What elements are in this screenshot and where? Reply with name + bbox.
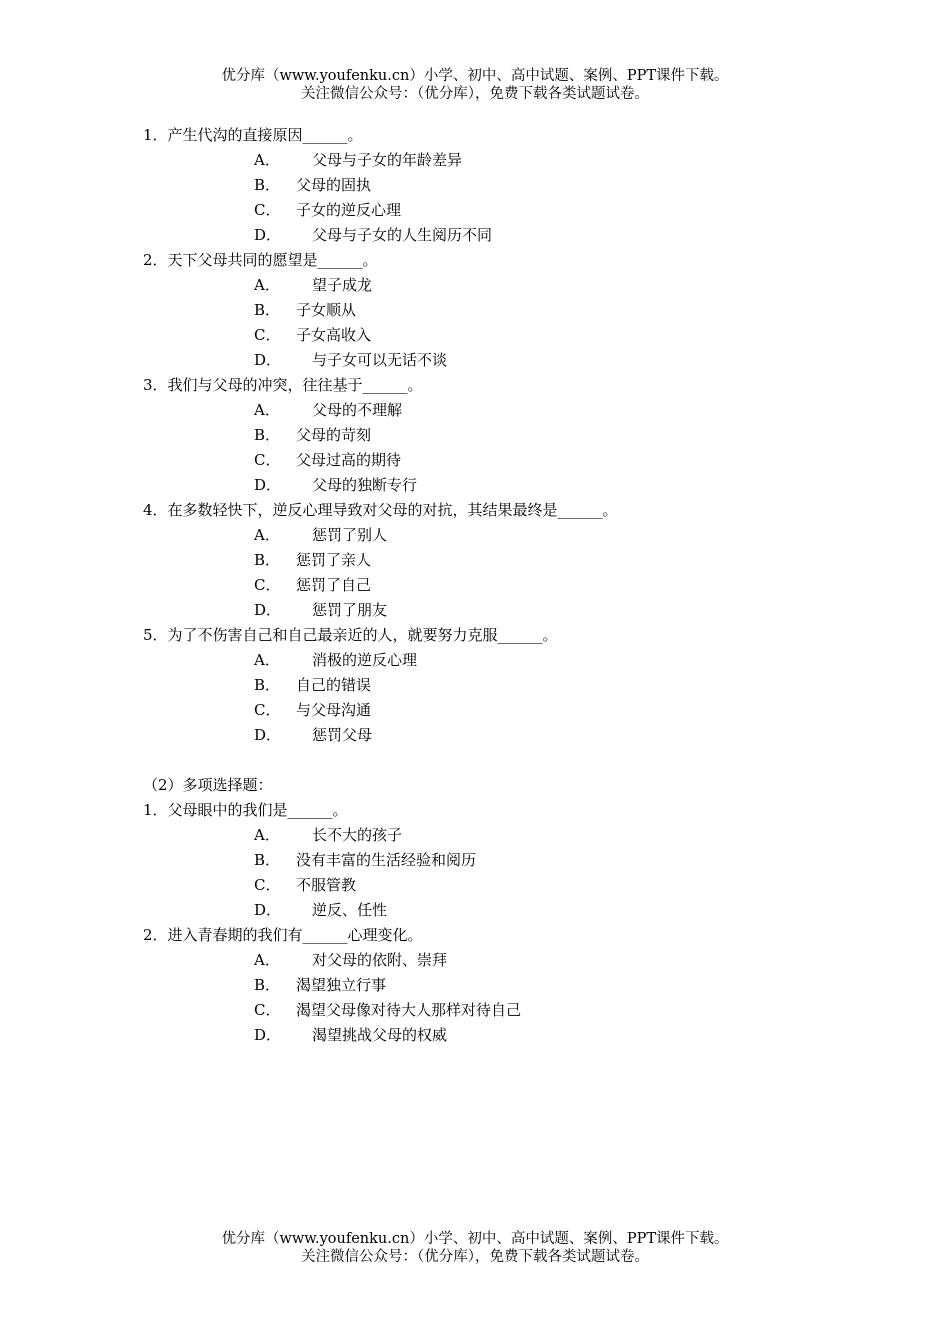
option-text: 对父母的依附、崇拜 <box>312 951 448 969</box>
answer-option <box>0 348 950 373</box>
answer-option <box>0 898 950 923</box>
answer-option <box>0 873 950 898</box>
answer-option <box>0 848 950 873</box>
option-letter: B． <box>254 301 281 319</box>
question-text: 在多数轻快下，逆反心理导致对父母的对抗，其结果最终是______。 <box>167 501 618 519</box>
answer-option <box>0 548 950 573</box>
header-line-2: 关注微信公众号：（优分库），免费下载各类试题试卷。 <box>301 86 649 102</box>
option-letter: B． <box>254 851 281 869</box>
answer-option <box>0 823 950 848</box>
option-text: 望子成龙 <box>312 276 373 294</box>
question-text: 天下父母共同的愿望是______。 <box>167 251 378 269</box>
answer-option <box>0 998 950 1023</box>
header-line-1: 优分库（www.youfenku.cn）小学、初中、高中试题、案例、PPT课件下载。 <box>221 68 729 84</box>
option-letter: C． <box>254 326 281 344</box>
answer-option <box>0 198 950 223</box>
option-text: 消极的逆反心理 <box>312 651 418 669</box>
option-text: 惩罚了自己 <box>296 576 372 594</box>
option-text: 不服管教 <box>296 876 357 894</box>
multi-choice-section-title: （2）多项选择题： <box>143 776 273 794</box>
option-letter: A． <box>254 826 280 844</box>
option-letter: D． <box>254 726 282 744</box>
option-letter: D． <box>254 1026 282 1044</box>
answer-option <box>0 523 950 548</box>
question-number: 3． <box>143 376 168 394</box>
question-stem <box>0 498 950 523</box>
answer-option <box>0 723 950 748</box>
option-letter: D． <box>254 226 282 244</box>
option-letter: D． <box>254 601 282 619</box>
footer-line-2: 关注微信公众号：（优分库），免费下载各类试题试卷。 <box>301 1249 649 1265</box>
question-number: 1． <box>143 801 168 819</box>
option-text: 子女的逆反心理 <box>296 201 402 219</box>
answer-option <box>0 473 950 498</box>
question-stem <box>0 623 950 648</box>
question-number: 5． <box>143 626 168 644</box>
option-letter: A． <box>254 951 280 969</box>
option-text: 父母过高的期待 <box>296 451 402 469</box>
option-letter: C． <box>254 876 281 894</box>
question-text: 我们与父母的冲突，往往基于______。 <box>167 376 423 394</box>
answer-option <box>0 423 950 448</box>
option-letter: B． <box>254 551 281 569</box>
question-stem <box>0 123 950 148</box>
option-text: 惩罚了别人 <box>312 526 388 544</box>
option-text: 与子女可以无话不谈 <box>312 351 448 369</box>
answer-option <box>0 448 950 473</box>
option-letter: C． <box>254 201 281 219</box>
option-text: 长不大的孩子 <box>312 826 403 844</box>
option-letter: C． <box>254 1001 281 1019</box>
option-text: 渴望挑战父母的权威 <box>312 1026 448 1044</box>
question-text: 进入青春期的我们有______心理变化。 <box>167 926 423 944</box>
option-letter: B． <box>254 676 281 694</box>
answer-option <box>0 223 950 248</box>
answer-option <box>0 273 950 298</box>
option-text: 子女高收入 <box>296 326 372 344</box>
question-text: 为了不伤害自己和自己最亲近的人，就要努力克服______。 <box>167 626 558 644</box>
page-footer <box>0 1230 950 1266</box>
option-text: 渴望独立行事 <box>296 976 387 994</box>
option-text: 与父母沟通 <box>296 701 372 719</box>
answer-option <box>0 698 950 723</box>
option-text: 惩罚了亲人 <box>296 551 372 569</box>
option-letter: C． <box>254 701 281 719</box>
option-letter: A． <box>254 651 280 669</box>
option-letter: A． <box>254 526 280 544</box>
answer-option <box>0 948 950 973</box>
question-text: 产生代沟的直接原因______。 <box>167 126 363 144</box>
option-text: 自己的错误 <box>296 676 372 694</box>
option-letter: C． <box>254 576 281 594</box>
option-letter: A． <box>254 276 280 294</box>
page-header <box>0 67 950 103</box>
answer-option <box>0 598 950 623</box>
footer-line-1: 优分库（www.youfenku.cn）小学、初中、高中试题、案例、PPT课件下载。 <box>221 1231 729 1247</box>
option-text: 渴望父母像对待大人那样对待自己 <box>296 1001 522 1019</box>
option-text: 父母的苛刻 <box>296 426 372 444</box>
answer-option <box>0 298 950 323</box>
option-text: 父母的不理解 <box>312 401 403 419</box>
option-letter: D． <box>254 476 282 494</box>
single-choice-section <box>0 123 950 748</box>
option-text: 父母与子女的人生阅历不同 <box>312 226 493 244</box>
option-letter: A． <box>254 401 280 419</box>
option-letter: A． <box>254 151 280 169</box>
answer-option <box>0 973 950 998</box>
option-letter: B． <box>254 426 281 444</box>
multi-choice-section <box>0 798 950 1048</box>
question-stem <box>0 248 950 273</box>
question-stem <box>0 373 950 398</box>
option-text: 逆反、任性 <box>312 901 388 919</box>
question-number: 1． <box>143 126 168 144</box>
answer-option <box>0 573 950 598</box>
question-number: 2． <box>143 251 168 269</box>
answer-option <box>0 323 950 348</box>
option-text: 惩罚父母 <box>312 726 373 744</box>
question-stem <box>0 923 950 948</box>
option-text: 惩罚了朋友 <box>312 601 388 619</box>
question-content <box>0 123 950 1048</box>
option-letter: B． <box>254 976 281 994</box>
question-text: 父母眼中的我们是______。 <box>167 801 348 819</box>
option-text: 父母与子女的年龄差异 <box>312 151 463 169</box>
answer-option <box>0 1023 950 1048</box>
option-text: 子女顺从 <box>296 301 357 319</box>
option-text: 没有丰富的生活经验和阅历 <box>296 851 477 869</box>
option-letter: C． <box>254 451 281 469</box>
question-number: 2． <box>143 926 168 944</box>
option-text: 父母的固执 <box>296 176 372 194</box>
answer-option <box>0 673 950 698</box>
option-text: 父母的独断专行 <box>312 476 418 494</box>
answer-option <box>0 148 950 173</box>
question-stem <box>0 798 950 823</box>
option-letter: D． <box>254 901 282 919</box>
answer-option <box>0 173 950 198</box>
option-letter: D． <box>254 351 282 369</box>
answer-option <box>0 648 950 673</box>
answer-option <box>0 398 950 423</box>
question-number: 4． <box>143 501 168 519</box>
option-letter: B． <box>254 176 281 194</box>
